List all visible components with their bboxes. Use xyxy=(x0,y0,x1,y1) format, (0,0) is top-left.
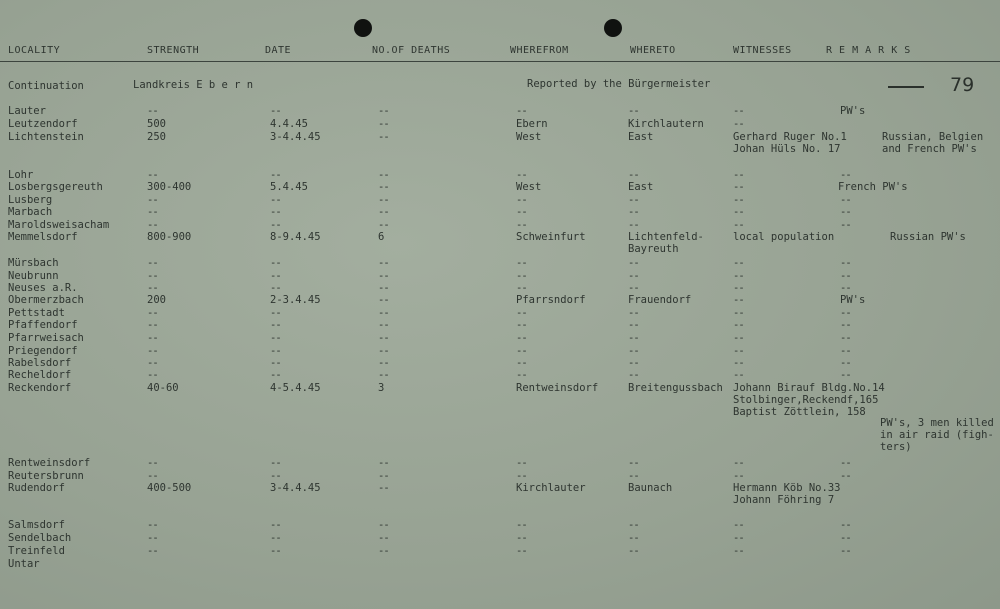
cell-from: Rentweinsdorf xyxy=(516,382,599,394)
cell-str: -- xyxy=(147,257,158,269)
cell-rem: -- xyxy=(840,457,851,469)
cell-to: -- xyxy=(628,545,639,557)
cell-deaths: -- xyxy=(378,219,389,231)
cell-from: Ebern xyxy=(516,118,548,130)
cell-wit: Stolbinger,Reckendf,165 xyxy=(733,394,879,406)
cell-from: -- xyxy=(516,282,527,294)
cell-wit: -- xyxy=(733,181,744,193)
cell-loc: Rudendorf xyxy=(8,482,65,494)
cell-date: 4.4.45 xyxy=(270,118,308,130)
cell-loc: Neubrunn xyxy=(8,270,59,282)
cell-from: West xyxy=(516,181,542,193)
cell-rem: -- xyxy=(840,270,851,282)
cell-loc: Priegendorf xyxy=(8,345,78,357)
cell-loc: Rentweinsdorf xyxy=(8,457,91,469)
cell-to: Kirchlautern xyxy=(628,118,704,130)
cell-wit: -- xyxy=(733,369,744,381)
cell-wit: local population xyxy=(733,231,835,243)
cell-date: -- xyxy=(270,345,281,357)
cell-rem: PW's xyxy=(840,294,866,306)
cell-str: -- xyxy=(147,369,158,381)
cell-wit: -- xyxy=(733,219,744,231)
cell-loc: Salmsdorf xyxy=(8,519,65,531)
cell-rem: and French PW's xyxy=(882,143,977,155)
cell-from: -- xyxy=(516,307,527,319)
cell-date: 8-9.4.45 xyxy=(270,231,321,243)
cell-to: -- xyxy=(628,169,639,181)
cell-rem: -- xyxy=(840,332,851,344)
cell-rem: -- xyxy=(840,307,851,319)
cell-to: Bayreuth xyxy=(628,243,679,255)
cell-to: -- xyxy=(628,357,639,369)
cell-date: -- xyxy=(270,357,281,369)
cell-date: -- xyxy=(270,105,281,117)
cell-to: -- xyxy=(628,470,639,482)
cell-from: -- xyxy=(516,219,527,231)
cell-str: 800-900 xyxy=(147,231,192,243)
cell-str: -- xyxy=(147,105,158,117)
cell-deaths: -- xyxy=(378,470,389,482)
cell-deaths: -- xyxy=(378,118,389,130)
cell-wit: -- xyxy=(733,282,744,294)
cell-str: -- xyxy=(147,519,158,531)
cell-date: -- xyxy=(270,545,281,557)
cell-rem: PW's xyxy=(840,105,866,117)
cell-loc: Losbergsgereuth xyxy=(8,181,103,193)
cell-from: -- xyxy=(516,206,527,218)
cell-from: -- xyxy=(516,369,527,381)
remark-line: ters) xyxy=(880,441,912,453)
cell-str: -- xyxy=(147,194,158,206)
cell-from: Pfarrsndorf xyxy=(516,294,586,306)
cell-str: -- xyxy=(147,532,158,544)
cell-deaths: -- xyxy=(378,307,389,319)
cell-from: -- xyxy=(516,270,527,282)
cell-to: -- xyxy=(628,457,639,469)
cell-from: West xyxy=(516,131,542,143)
cell-wit: Gerhard Ruger No.1 xyxy=(733,131,847,143)
cell-rem: -- xyxy=(840,194,851,206)
cell-from: -- xyxy=(516,194,527,206)
cell-str: 250 xyxy=(147,131,166,143)
cell-to: -- xyxy=(628,194,639,206)
header-locality: LOCALITY xyxy=(8,45,61,56)
cell-str: 200 xyxy=(147,294,166,306)
cell-to: -- xyxy=(628,257,639,269)
cell-loc: Mürsbach xyxy=(8,257,59,269)
cell-to: -- xyxy=(628,270,639,282)
cell-date: 2-3.4.45 xyxy=(270,294,321,306)
landkreis-label: Landkreis E b e r n xyxy=(133,79,254,91)
cell-str: 300-400 xyxy=(147,181,192,193)
cell-str: 400-500 xyxy=(147,482,192,494)
cell-to: -- xyxy=(628,345,639,357)
cell-deaths: -- xyxy=(378,294,389,306)
cell-wit: -- xyxy=(733,357,744,369)
cell-loc: Leutzendorf xyxy=(8,118,78,130)
cell-wit: -- xyxy=(733,519,744,531)
cell-rem: French PW's xyxy=(838,181,908,193)
cell-deaths: -- xyxy=(378,519,389,531)
cell-wit: -- xyxy=(733,457,744,469)
cell-loc: Sendelbach xyxy=(8,532,72,544)
cell-loc: Neuses a.R. xyxy=(8,282,78,294)
cell-from: -- xyxy=(516,457,527,469)
header-rule xyxy=(0,61,1000,62)
cell-wit: Johann Föhring 7 xyxy=(733,494,835,506)
cell-wit: -- xyxy=(733,545,744,557)
cell-rem: -- xyxy=(840,282,851,294)
cell-date: -- xyxy=(270,206,281,218)
cell-to: -- xyxy=(628,332,639,344)
cell-str: -- xyxy=(147,219,158,231)
cell-wit: -- xyxy=(733,270,744,282)
header-remarks: R E M A R K S xyxy=(826,45,911,56)
cell-to: East xyxy=(628,131,654,143)
cell-str: -- xyxy=(147,470,158,482)
cell-date: 4-5.4.45 xyxy=(270,382,321,394)
header-wherefrom: WHEREFROM xyxy=(510,45,569,56)
cell-date: -- xyxy=(270,270,281,282)
page-stamp-mark xyxy=(888,86,924,88)
cell-date: -- xyxy=(270,319,281,331)
cell-deaths: -- xyxy=(378,105,389,117)
continuation-label: Continuation xyxy=(8,80,84,92)
cell-wit: Johann Birauf Bldg.No.14 xyxy=(733,382,885,394)
cell-date: 3-4.4.45 xyxy=(270,482,321,494)
cell-loc: Lusberg xyxy=(8,194,53,206)
cell-rem: -- xyxy=(840,206,851,218)
cell-loc: Rabelsdorf xyxy=(8,357,72,369)
cell-deaths: -- xyxy=(378,131,389,143)
cell-wit: Baptist Zöttlein, 158 xyxy=(733,406,866,418)
cell-to: -- xyxy=(628,307,639,319)
cell-rem: -- xyxy=(840,470,851,482)
cell-date: -- xyxy=(270,519,281,531)
cell-deaths: -- xyxy=(378,270,389,282)
cell-rem: Russian PW's xyxy=(890,231,966,243)
cell-str: -- xyxy=(147,345,158,357)
cell-to: -- xyxy=(628,519,639,531)
cell-date: -- xyxy=(270,282,281,294)
cell-deaths: -- xyxy=(378,169,389,181)
binder-hole-left xyxy=(354,19,372,37)
cell-to: -- xyxy=(628,282,639,294)
cell-date: 5.4.45 xyxy=(270,181,308,193)
cell-wit: -- xyxy=(733,206,744,218)
cell-rem: -- xyxy=(840,369,851,381)
cell-from: -- xyxy=(516,332,527,344)
cell-deaths: 6 xyxy=(378,231,385,243)
cell-to: Frauendorf xyxy=(628,294,692,306)
cell-loc: Reckendorf xyxy=(8,382,72,394)
cell-date: -- xyxy=(270,332,281,344)
cell-loc: Pettstadt xyxy=(8,307,65,319)
cell-deaths: -- xyxy=(378,282,389,294)
cell-to: Lichtenfeld- xyxy=(628,231,704,243)
cell-rem: -- xyxy=(840,532,851,544)
cell-deaths: -- xyxy=(378,345,389,357)
cell-rem: -- xyxy=(840,545,851,557)
cell-rem: -- xyxy=(840,257,851,269)
cell-str: -- xyxy=(147,169,158,181)
cell-str: 40-60 xyxy=(147,382,179,394)
cell-loc: Lichtenstein xyxy=(8,131,84,143)
cell-rem: -- xyxy=(840,169,851,181)
cell-from: -- xyxy=(516,169,527,181)
cell-from: -- xyxy=(516,357,527,369)
cell-wit: Hermann Köb No.33 xyxy=(733,482,841,494)
cell-wit: -- xyxy=(733,345,744,357)
cell-str: -- xyxy=(147,270,158,282)
cell-deaths: -- xyxy=(378,181,389,193)
cell-date: -- xyxy=(270,369,281,381)
cell-deaths: -- xyxy=(378,319,389,331)
cell-wit: -- xyxy=(733,105,744,117)
reported-by: Reported by the Bürgermeister xyxy=(527,78,711,90)
cell-str: -- xyxy=(147,319,158,331)
cell-to: -- xyxy=(628,369,639,381)
cell-from: -- xyxy=(516,532,527,544)
cell-deaths: -- xyxy=(378,457,389,469)
cell-wit: -- xyxy=(733,118,744,130)
binder-hole-right xyxy=(604,19,622,37)
cell-str: -- xyxy=(147,545,158,557)
cell-to: East xyxy=(628,181,654,193)
cell-date: -- xyxy=(270,457,281,469)
cell-to: -- xyxy=(628,219,639,231)
cell-deaths: -- xyxy=(378,257,389,269)
cell-str: -- xyxy=(147,307,158,319)
cell-deaths: -- xyxy=(378,369,389,381)
cell-to: -- xyxy=(628,206,639,218)
cell-from: -- xyxy=(516,545,527,557)
cell-date: -- xyxy=(270,169,281,181)
header-strength: STRENGTH xyxy=(147,45,200,56)
cell-deaths: -- xyxy=(378,357,389,369)
cell-str: -- xyxy=(147,357,158,369)
cell-deaths: -- xyxy=(378,482,389,494)
cell-wit: -- xyxy=(733,294,744,306)
cell-deaths: -- xyxy=(378,194,389,206)
cell-from: -- xyxy=(516,105,527,117)
cell-loc: Pfaffendorf xyxy=(8,319,78,331)
cell-wit: -- xyxy=(733,532,744,544)
cell-from: -- xyxy=(516,257,527,269)
cell-to: -- xyxy=(628,532,639,544)
cell-from: -- xyxy=(516,470,527,482)
header-date: DATE xyxy=(265,45,292,56)
remark-line: PW's, 3 men killed xyxy=(880,417,994,429)
cell-from: -- xyxy=(516,319,527,331)
cell-loc: Obermerzbach xyxy=(8,294,84,306)
cell-str: 500 xyxy=(147,118,166,130)
cell-rem: -- xyxy=(840,519,851,531)
cell-loc: Marbach xyxy=(8,206,53,218)
cell-wit: Johan Hüls No. 17 xyxy=(733,143,841,155)
header-deaths: NO.OF DEATHS xyxy=(372,45,451,56)
cell-rem: -- xyxy=(840,219,851,231)
cell-rem: -- xyxy=(840,319,851,331)
cell-deaths: 3 xyxy=(378,382,385,394)
remark-line: in air raid (figh- xyxy=(880,429,994,441)
cell-to: -- xyxy=(628,319,639,331)
cell-date: -- xyxy=(270,470,281,482)
cell-to: Baunach xyxy=(628,482,673,494)
cell-wit: -- xyxy=(733,169,744,181)
cell-wit: -- xyxy=(733,470,744,482)
cell-deaths: -- xyxy=(378,206,389,218)
cell-deaths: -- xyxy=(378,545,389,557)
cell-to: Breitengussbach xyxy=(628,382,723,394)
cell-deaths: -- xyxy=(378,332,389,344)
cell-date: -- xyxy=(270,532,281,544)
cell-loc: Lohr xyxy=(8,169,34,181)
cell-loc: Memmelsdorf xyxy=(8,231,78,243)
cell-loc: Reutersbrunn xyxy=(8,470,84,482)
cell-wit: -- xyxy=(733,257,744,269)
cell-from: -- xyxy=(516,519,527,531)
page-number: 79 xyxy=(950,74,975,96)
cell-str: -- xyxy=(147,457,158,469)
cell-deaths: -- xyxy=(378,532,389,544)
cell-wit: -- xyxy=(733,307,744,319)
cell-rem: -- xyxy=(840,345,851,357)
cell-str: -- xyxy=(147,206,158,218)
cell-loc: Recheldorf xyxy=(8,369,72,381)
cell-to: -- xyxy=(628,105,639,117)
cell-wit: -- xyxy=(733,194,744,206)
cell-loc: Treinfeld xyxy=(8,545,65,557)
cell-loc: Lauter xyxy=(8,105,46,117)
cell-wit: -- xyxy=(733,332,744,344)
cell-from: Kirchlauter xyxy=(516,482,586,494)
cell-str: -- xyxy=(147,282,158,294)
cell-loc: Pfarrweisach xyxy=(8,332,84,344)
cell-date: -- xyxy=(270,219,281,231)
cell-date: -- xyxy=(270,307,281,319)
cell-rem: Russian, Belgien xyxy=(882,131,984,143)
cell-date: 3-4.4.45 xyxy=(270,131,321,143)
cell-loc: Maroldsweisacham xyxy=(8,219,110,231)
cell-str: -- xyxy=(147,332,158,344)
cell-date: -- xyxy=(270,194,281,206)
cell-wit: -- xyxy=(733,319,744,331)
header-whereto: WHERETO xyxy=(630,45,676,56)
cell-from: Schweinfurt xyxy=(516,231,586,243)
cell-loc: Untar xyxy=(8,558,40,570)
cell-date: -- xyxy=(270,257,281,269)
header-witnesses: WITNESSES xyxy=(733,45,792,56)
cell-rem: -- xyxy=(840,357,851,369)
cell-from: -- xyxy=(516,345,527,357)
